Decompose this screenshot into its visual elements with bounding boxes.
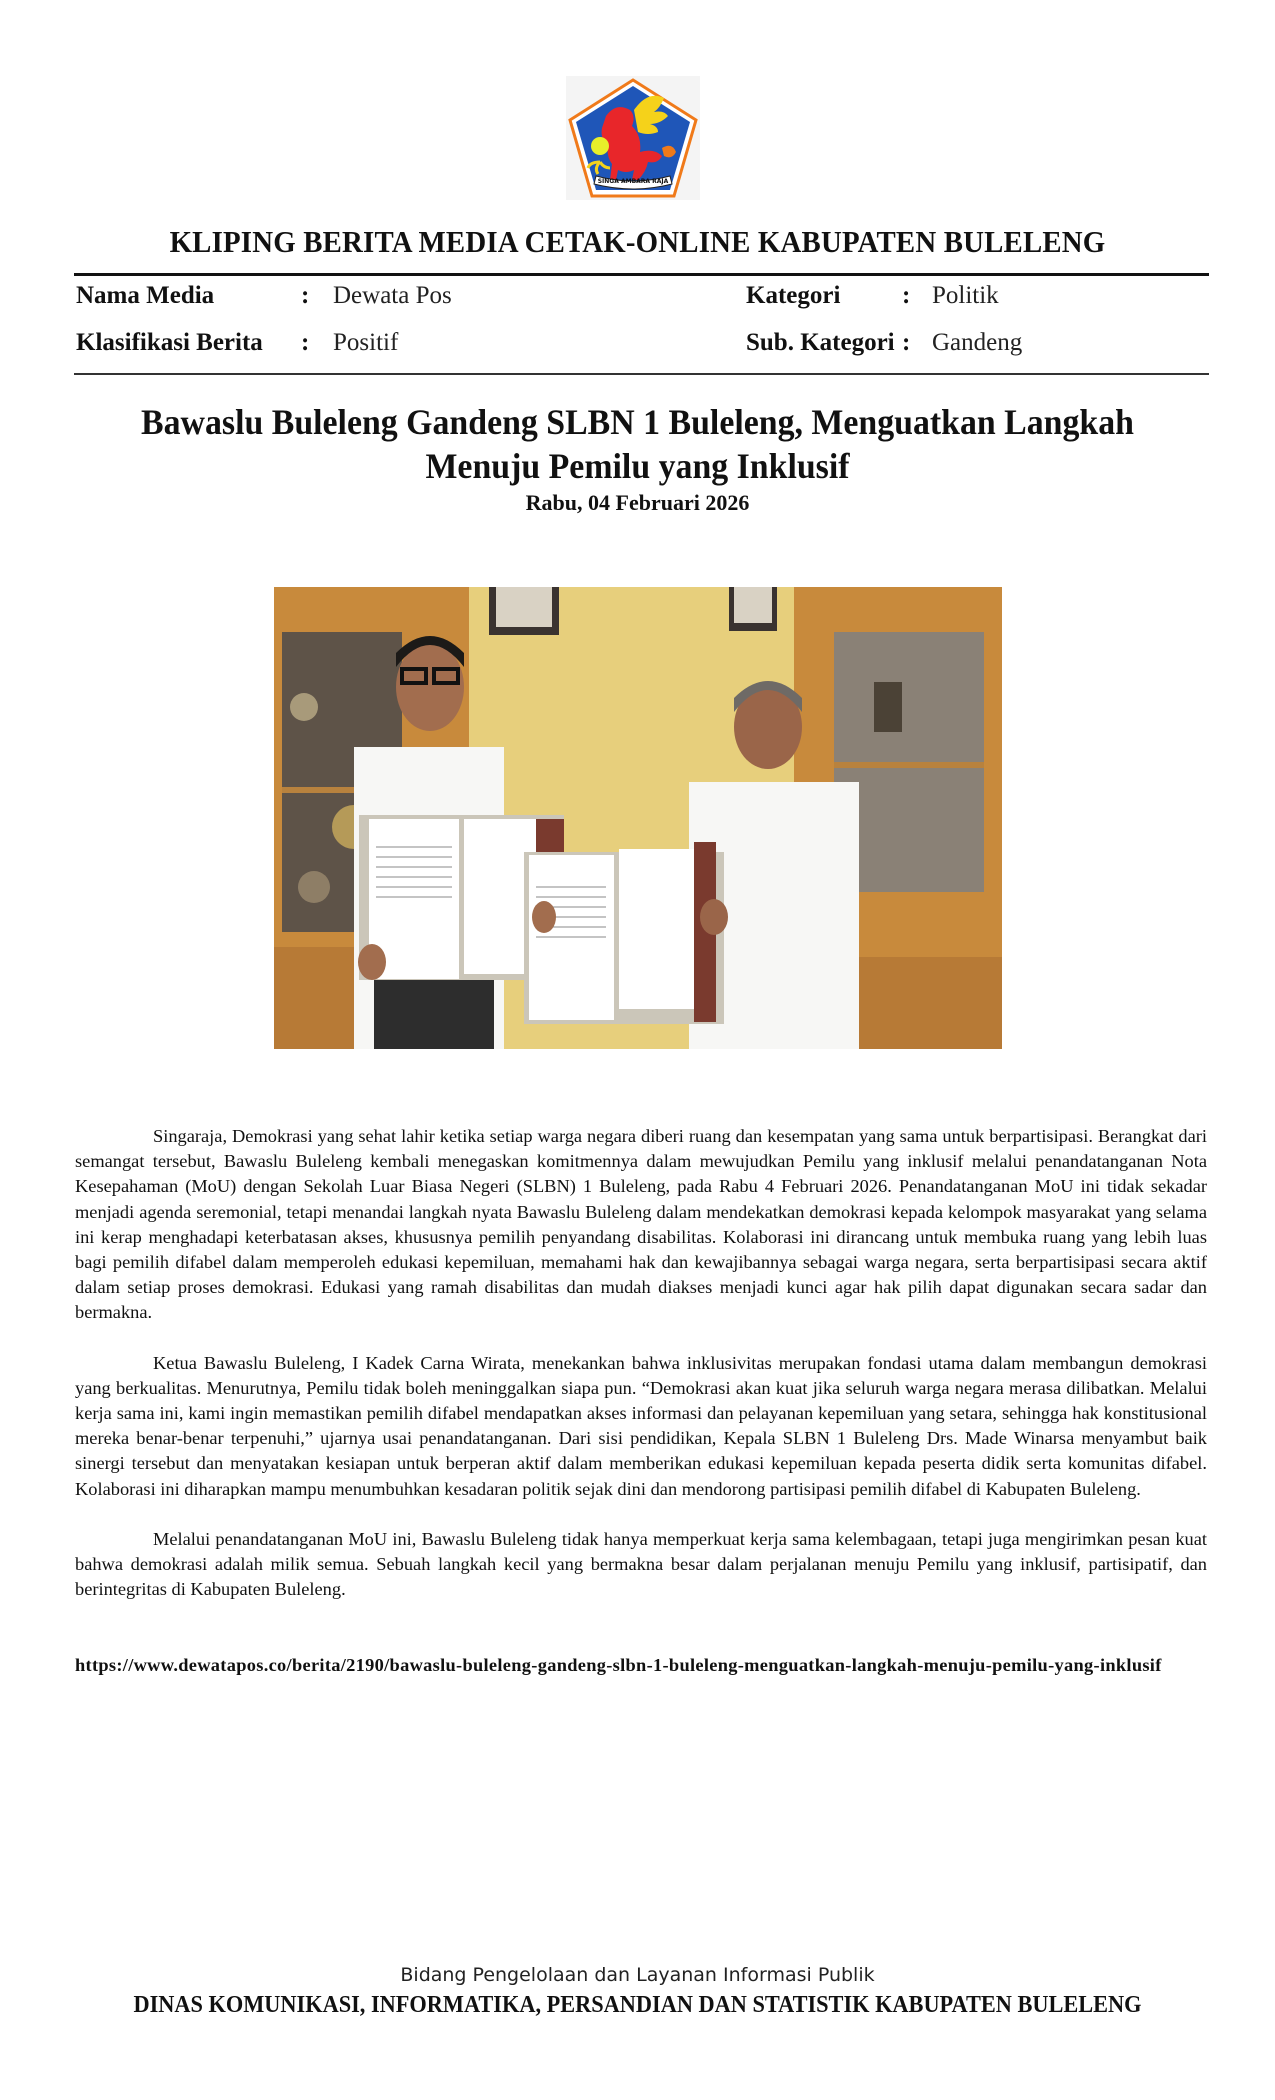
meta-label: Klasifikasi Berita [76, 329, 263, 356]
footer-department: Bidang Pengelolaan dan Layanan Informasi Publik [400, 1964, 875, 1986]
footer-agency: DINAS KOMUNIKASI, INFORMATIKA, PERSANDIAN DAN STATISTIK KABUPATEN BULELENG [133, 1992, 1142, 2018]
article-paragraph: Melalui penandatanganan MoU ini, Bawaslu Buleleng tidak hanya memperkuat kerja sama kelembagaan, tetapi juga mengirimkan pesan kuat bahwa demokrasi adalah milik semua. Sebuah langkah kecil yang bermakna besar dalam perjalanan menuju Pemilu yang inklusif, partisipatif, dan berintegritas di Kabupaten Buleleng. [75, 1528, 1207, 1600]
meta-separator: : [902, 329, 911, 356]
article-photo [274, 587, 1002, 1049]
meta-label: Sub. Kategori [746, 329, 895, 356]
meta-label: Kategori [746, 282, 841, 309]
meta-label: Nama Media [76, 282, 215, 309]
article-headline: Bawaslu Buleleng Gandeng SLBN 1 Buleleng, Menguatkan Langkah Menuju Pemilu yang Inklusif [141, 402, 1134, 486]
meta-separator: : [902, 282, 911, 309]
article-date: Rabu, 04 Februari 2026 [525, 490, 750, 515]
kabupaten-buleleng-crest-icon [566, 76, 700, 200]
meta-value: Politik [932, 282, 999, 309]
source-link[interactable]: https://www.dewatapos.co/berita/2190/bawaslu-buleleng-gandeng-slbn-1-buleleng-menguatkan-langkah-menuju-pemilu-yang-inklusif [75, 1655, 1162, 1675]
photo-mou-signing [274, 587, 1002, 1049]
header-rule-top [74, 273, 1209, 276]
header-rule-bottom [74, 373, 1209, 375]
meta-separator: : [301, 329, 310, 356]
crest-graphic [566, 76, 700, 200]
crest-motto: SINGA AMBARA RAJA [597, 178, 669, 185]
meta-value: Gandeng [932, 329, 1023, 356]
article-body [75, 1124, 1207, 1627]
meta-separator: : [301, 282, 310, 309]
document-title: KLIPING BERITA MEDIA CETAK-ONLINE KABUPATEN BULELENG [169, 224, 1106, 259]
article-paragraph: Ketua Bawaslu Buleleng, I Kadek Carna Wirata, menekankan bahwa inklusivitas merupakan fondasi utama dalam membangun demokrasi yang berkualitas. Menurutnya, Pemilu tidak boleh meninggalkan siapa pun. “Demokrasi akan kuat jika seluruh warga negara merasa dilibatkan. Melalui kerja sama ini, kami ingin memastikan pemilih difabel mendapatkan akses informasi dan pelayanan kepemiluan yang setara, sehingga hak konstitusional mereka benar-benar terpenuhi,” ujarnya usai penandatanganan. Dari sisi pendidikan, Kepala SLBN 1 Buleleng Drs. Made Winarsa menyambut baik sinergi tersebut dan menyatakan kesiapan untuk berperan aktif dalam memberikan edukasi kepemiluan kepada peserta didik serta komunitas difabel. Kolaborasi ini diharapkan mampu menumbuhkan kesadaran politik sejak dini dan mendorong partisipasi pemilih difabel di Kabupaten Buleleng. [75, 1352, 1207, 1499]
article-paragraph: Singaraja, Demokrasi yang sehat lahir ketika setiap warga negara diberi ruang dan kesempatan yang sama untuk berpartisipasi. Berangkat dari semangat tersebut, Bawaslu Buleleng kembali menegaskan komitmennya dalam mewujudkan Pemilu yang inklusif melalui penandatanganan Nota Kesepahaman (MoU) dengan Sekolah Luar Biasa Negeri (SLBN) 1 Buleleng, pada Rabu 4 Februari 2026. Penandatanganan MoU ini tidak sekadar menjadi agenda seremonial, tetapi menandai langkah nyata Bawaslu Buleleng dalam mendekatkan demokrasi kepada kelompok masyarakat yang selama ini kerap menghadapi keterbatasan akses, khususnya pemilih penyandang disabilitas. Kolaborasi ini dirancang untuk membuka ruang yang lebih luas bagi pemilih difabel dalam memperoleh edukasi kepemiluan, memahami hak dan kewajibannya sebagai warga negara, serta berpartisipasi secara aktif dalam setiap proses demokrasi. Edukasi yang ramah disabilitas dan mudah diakses menjadi kunci agar hak pilih dapat digunakan secara sadar dan bermakna. [75, 1126, 1207, 1323]
meta-value: Positif [333, 329, 399, 356]
meta-value: Dewata Pos [333, 282, 452, 309]
